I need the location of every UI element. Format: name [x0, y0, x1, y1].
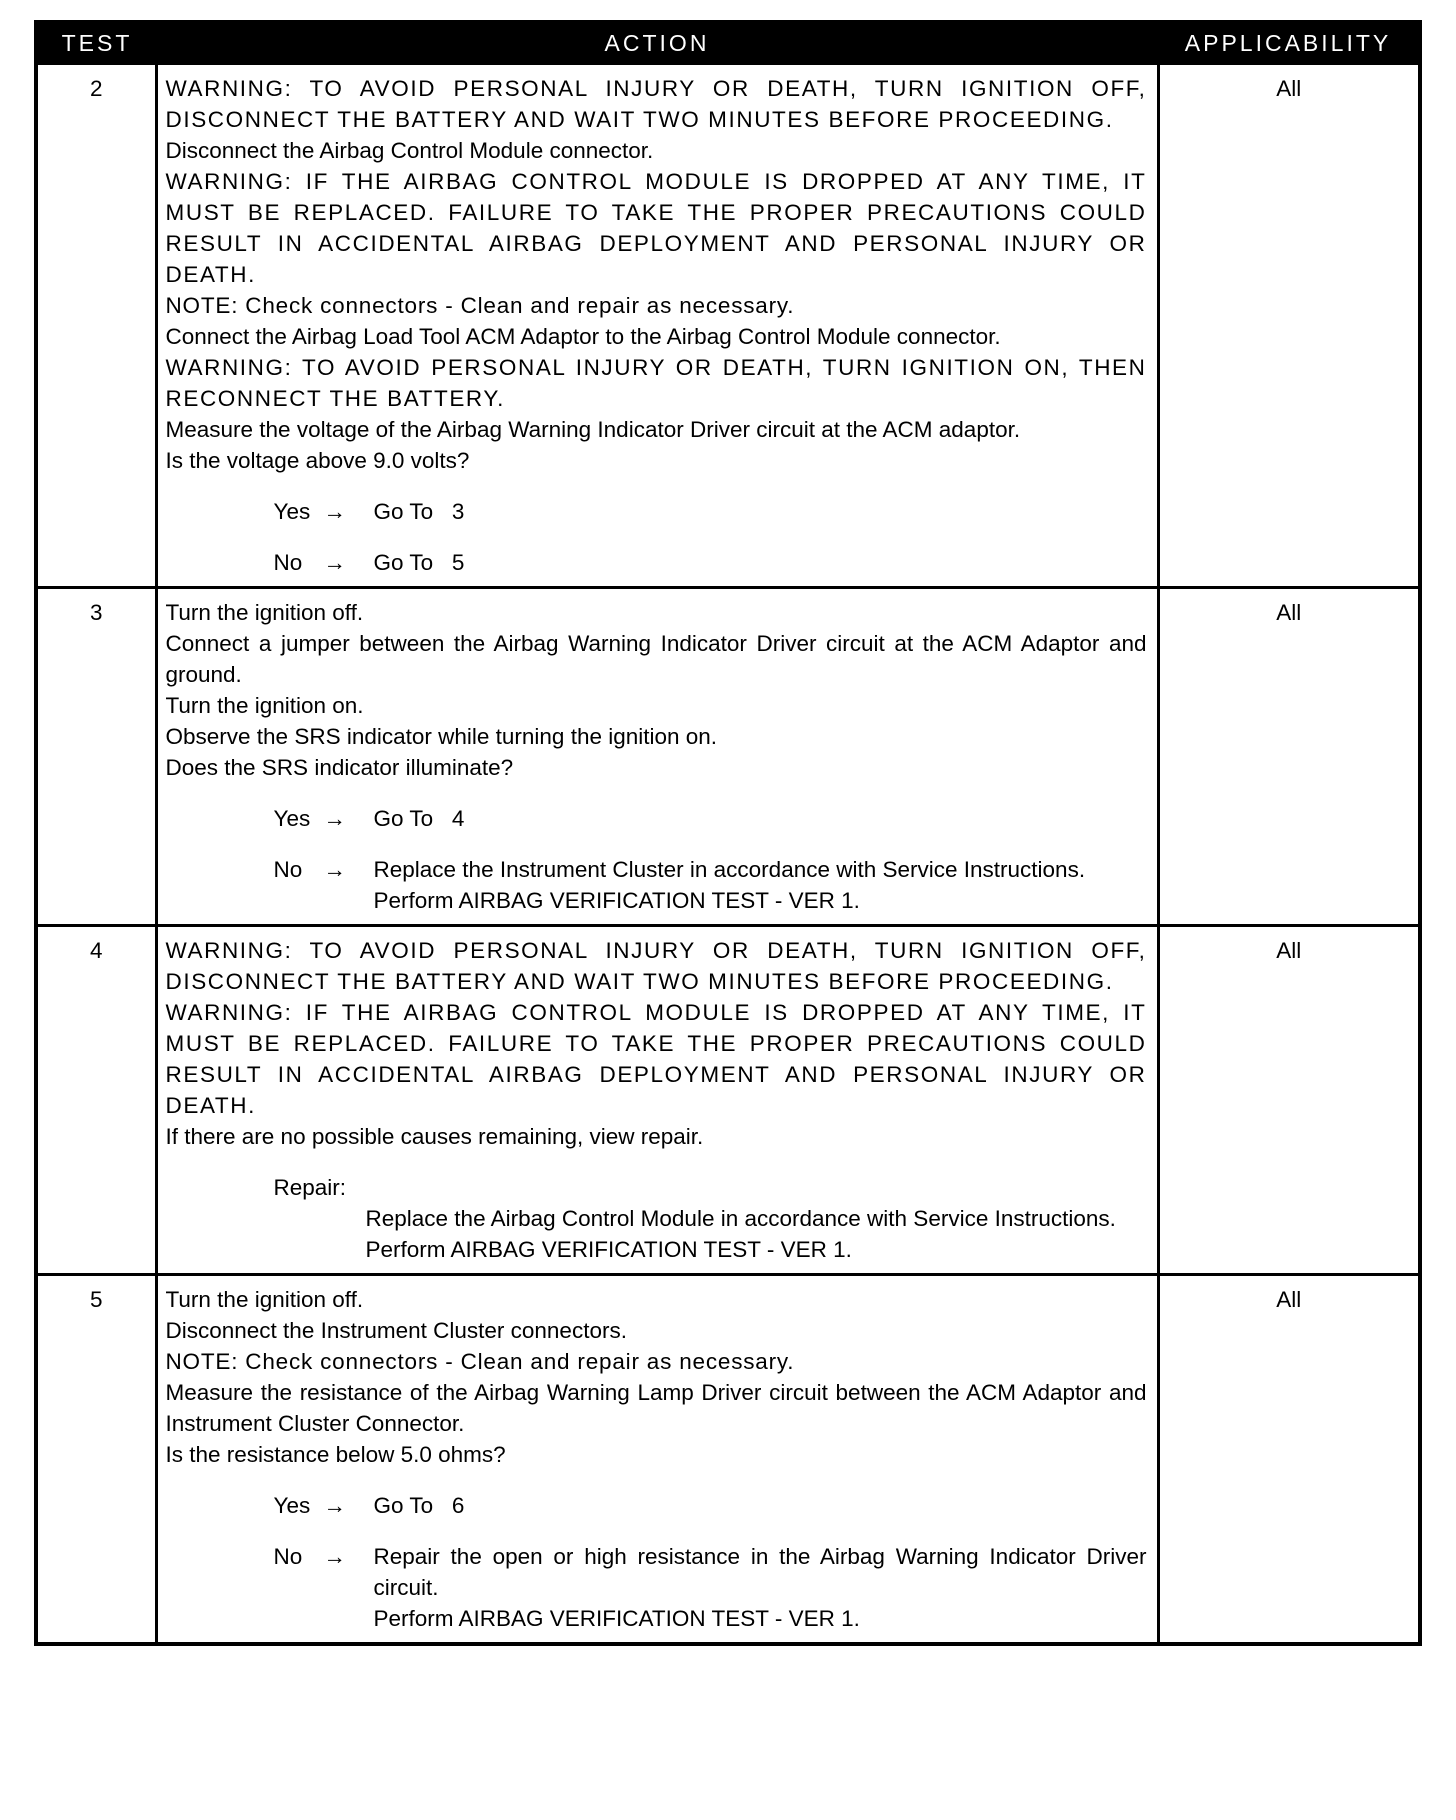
- yes-result: Go To 6: [373, 1493, 465, 1518]
- yes-response: [166, 496, 1147, 527]
- no-result-line: Repair the open or high resistance in the Airbag Warning Indicator Driver circuit.: [373, 1544, 1147, 1600]
- action-step: Turn the ignition off.: [165, 600, 364, 625]
- warning-text: WARNING: TO AVOID PERSONAL INJURY OR DEATH, TURN IGNITION ON, THEN RECONNECT THE BATTERY.: [165, 355, 1147, 411]
- action-step: Turn the ignition off.: [165, 1287, 364, 1312]
- no-label: No: [273, 857, 303, 882]
- action-cell: [156, 1275, 1158, 1645]
- action-cell: [156, 64, 1158, 588]
- table-row: [36, 588, 1420, 926]
- yes-label: Yes: [273, 499, 311, 524]
- action-step: If there are no possible causes remaining, view repair.: [165, 1124, 704, 1149]
- table-row: [36, 926, 1420, 1275]
- note-text: NOTE: Check connectors - Clean and repair as necessary.: [165, 1349, 795, 1374]
- arrow-right-icon: →: [323, 806, 346, 831]
- header-action: ACTION: [156, 22, 1158, 64]
- warning-text: WARNING: TO AVOID PERSONAL INJURY OR DEATH, TURN IGNITION OFF, DISCONNECT THE BATTERY AND WAIT TWO MINUTES BEFORE PROCEEDING.: [165, 938, 1147, 994]
- header-applicability: APPLICABILITY: [1158, 22, 1420, 64]
- table-row: [36, 1275, 1420, 1645]
- repair-block: [166, 1172, 1147, 1203]
- yes-label: Yes: [273, 806, 311, 831]
- test-number: 2: [36, 64, 156, 588]
- no-response: [166, 547, 1147, 578]
- no-result: Go To 5: [373, 550, 465, 575]
- yes-result: Go To 3: [373, 499, 465, 524]
- applicability-value: All: [1158, 926, 1420, 1275]
- arrow-right-icon: →: [323, 1544, 346, 1569]
- action-step: Turn the ignition on.: [165, 693, 364, 718]
- header-test: TEST: [36, 22, 156, 64]
- no-result: [374, 854, 1147, 916]
- question-text: Is the resistance below 5.0 ohms?: [165, 1442, 506, 1467]
- arrow-right-icon: →: [323, 499, 346, 524]
- arrow-right-icon: →: [323, 550, 346, 575]
- warning-text: WARNING: IF THE AIRBAG CONTROL MODULE IS DROPPED AT ANY TIME, IT MUST BE REPLACED. FAILURE TO TAKE THE PROPER PRECAUTIONS COULD RESULT IN ACCIDENTAL AIRBAG DEPLOYMENT AND PERSONAL INJURY OR DEATH.: [165, 1000, 1147, 1118]
- verification-step: Perform AIRBAG VERIFICATION TEST - VER 1.: [373, 1606, 860, 1631]
- action-step: Observe the SRS indicator while turning the ignition on.: [165, 724, 718, 749]
- no-response: [166, 854, 1147, 916]
- yes-label: Yes: [273, 1493, 311, 1518]
- yes-result: Go To 4: [373, 806, 465, 831]
- verification-step: Perform AIRBAG VERIFICATION TEST - VER 1.: [365, 1237, 852, 1262]
- action-step: Measure the voltage of the Airbag Warning Indicator Driver circuit at the ACM adaptor.: [165, 417, 1021, 442]
- action-cell: [156, 926, 1158, 1275]
- action-step: Measure the resistance of the Airbag Warning Lamp Driver circuit between the ACM Adaptor and Instrument Cluster Connector.: [165, 1380, 1147, 1436]
- arrow-right-icon: →: [323, 857, 346, 882]
- applicability-value: All: [1158, 1275, 1420, 1645]
- warning-text: WARNING: TO AVOID PERSONAL INJURY OR DEATH, TURN IGNITION OFF, DISCONNECT THE BATTERY AND WAIT TWO MINUTES BEFORE PROCEEDING.: [165, 76, 1147, 132]
- no-label: No: [273, 550, 303, 575]
- applicability-value: All: [1158, 588, 1420, 926]
- diagnostic-test-table: [34, 20, 1422, 1646]
- no-label: No: [273, 1544, 303, 1569]
- test-number: 5: [36, 1275, 156, 1645]
- no-response: [166, 1541, 1147, 1634]
- repair-label: Repair:: [273, 1175, 347, 1200]
- action-step: Disconnect the Airbag Control Module connector.: [165, 138, 654, 163]
- question-text: Does the SRS indicator illuminate?: [165, 755, 514, 780]
- warning-text: WARNING: IF THE AIRBAG CONTROL MODULE IS DROPPED AT ANY TIME, IT MUST BE REPLACED. FAILURE TO TAKE THE PROPER PRECAUTIONS COULD RESULT IN ACCIDENTAL AIRBAG DEPLOYMENT AND PERSONAL INJURY OR DEATH.: [165, 169, 1147, 287]
- no-result: [374, 1541, 1147, 1634]
- arrow-right-icon: →: [323, 1493, 346, 1518]
- table-row: [36, 64, 1420, 588]
- table-header-row: [36, 22, 1420, 64]
- yes-response: [166, 1490, 1147, 1521]
- no-result-line: Replace the Instrument Cluster in accordance with Service Instructions.: [373, 857, 1086, 882]
- action-step: Connect the Airbag Load Tool ACM Adaptor to the Airbag Control Module connector.: [165, 324, 1001, 349]
- action-step: Disconnect the Instrument Cluster connectors.: [165, 1318, 627, 1343]
- question-text: Is the voltage above 9.0 volts?: [165, 448, 470, 473]
- yes-response: [166, 803, 1147, 834]
- applicability-value: All: [1158, 64, 1420, 588]
- test-number: 4: [36, 926, 156, 1275]
- action-step: Connect a jumper between the Airbag Warning Indicator Driver circuit at the ACM Adaptor and ground.: [165, 631, 1147, 687]
- verification-step: Perform AIRBAG VERIFICATION TEST - VER 1.: [373, 888, 860, 913]
- note-text: NOTE: Check connectors - Clean and repair as necessary.: [165, 293, 795, 318]
- repair-instructions: [166, 1203, 1147, 1265]
- test-number: 3: [36, 588, 156, 926]
- action-cell: [156, 588, 1158, 926]
- repair-step: Replace the Airbag Control Module in accordance with Service Instructions.: [365, 1206, 1116, 1231]
